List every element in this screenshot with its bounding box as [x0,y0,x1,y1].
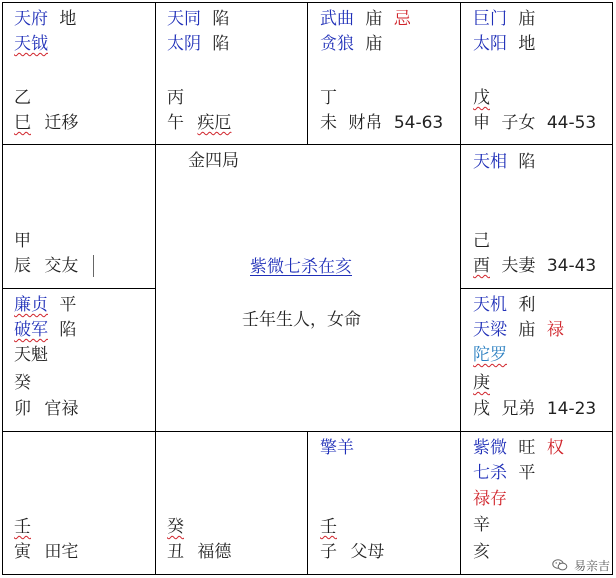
palace-name: 财帛 [348,113,383,133]
grid-line [307,431,308,575]
main-star: 天相 [473,152,507,172]
earthly-branch: 戌 [473,399,490,419]
star-brightness: 庙 [518,9,536,29]
star-brightness: 平 [518,463,536,483]
grid-line [2,288,155,289]
earthly-branch: 酉 [473,256,490,276]
star-brightness: 地 [59,9,77,29]
heavenly-stem: 己 [473,231,490,251]
star-brightness: 利 [518,295,536,315]
main-star: 太阳 [473,34,507,54]
star-brightness: 庙 [365,34,383,54]
main-star: 廉贞 [14,295,48,315]
heavenly-stem: 壬 [14,517,31,537]
ziwei-chart [2,2,613,575]
palace-name: 兄弟 [501,399,536,419]
grid-line [307,2,308,145]
earthly-branch: 巳 [14,113,31,133]
palace-name: 迁移 [44,113,79,133]
palace-name: 夫妻 [501,256,536,276]
palace-name: 子女 [501,113,536,133]
main-star: 巨门 [473,9,507,29]
main-star: 破军 [14,320,48,340]
text-cursor [93,255,94,277]
heavenly-stem: 壬 [320,517,337,537]
heavenly-stem: 辛 [473,515,490,535]
palace-name: 交友 [44,256,79,276]
minor-star: 陀罗 [473,345,507,365]
chart-pattern: 紫微七杀在亥 [250,257,352,277]
star-brightness: 陷 [212,34,230,54]
minor-star: 擎羊 [320,438,354,458]
earthly-branch: 子 [320,542,337,562]
star-brightness: 庙 [518,320,536,340]
palace-name: 疾厄 [197,113,232,133]
heavenly-stem: 甲 [14,231,31,251]
heavenly-stem: 丙 [167,88,184,108]
transform-star: 禄 [546,320,564,340]
earthly-branch: 亥 [473,542,490,562]
heavenly-stem: 癸 [167,517,184,537]
minor-star: 天钺 [14,34,48,54]
main-star: 天机 [473,295,507,315]
minor-star: 天魁 [14,345,48,365]
main-star: 天梁 [473,320,507,340]
transform-star: 权 [546,438,564,458]
grid-line [155,2,156,575]
earthly-branch: 未 [320,113,337,133]
star-brightness: 旺 [518,438,536,458]
palace-name: 官禄 [44,399,79,419]
watermark [552,557,610,574]
grid-line [460,288,613,289]
watermark-text: 易亲吉 [573,559,610,573]
star-brightness: 平 [59,295,77,315]
age-range: 14-23 [546,399,597,419]
age-range: 34-43 [546,256,597,276]
heavenly-stem: 庚 [473,373,490,393]
star-brightness: 陷 [59,320,77,340]
grid-line [2,2,3,575]
main-star: 武曲 [320,9,354,29]
five-element-bureau: 金四局 [188,151,239,171]
earthly-branch: 寅 [14,542,31,562]
heavenly-stem: 癸 [14,373,31,393]
star-brightness: 陷 [212,9,230,29]
main-star: 天府 [14,9,48,29]
main-star: 紫微 [473,438,507,458]
star-brightness: 地 [518,34,536,54]
minor-star: 禄存 [473,489,507,509]
star-brightness: 庙 [365,9,383,29]
main-star: 七杀 [473,463,507,483]
earthly-branch: 丑 [167,542,184,562]
earthly-branch: 申 [473,113,490,133]
earthly-branch: 午 [167,113,184,133]
birth-info: 壬年生人，女命 [242,310,361,330]
age-range: 44-53 [546,113,597,133]
wechat-icon [552,559,568,574]
age-range: 54-63 [393,113,444,133]
earthly-branch: 卯 [14,399,31,419]
main-star: 太阴 [167,34,201,54]
transform-star: 忌 [393,9,411,29]
palace-name: 父母 [350,542,385,562]
heavenly-stem: 丁 [320,88,337,108]
main-star: 贪狼 [320,34,354,54]
star-brightness: 陷 [518,152,536,172]
heavenly-stem: 乙 [14,88,31,108]
palace-name: 福德 [197,542,232,562]
palace-name: 田宅 [44,542,79,562]
main-star: 天同 [167,9,201,29]
grid-line [460,2,461,575]
heavenly-stem: 戊 [473,88,490,108]
grid-line [612,2,613,575]
earthly-branch: 辰 [14,256,31,276]
